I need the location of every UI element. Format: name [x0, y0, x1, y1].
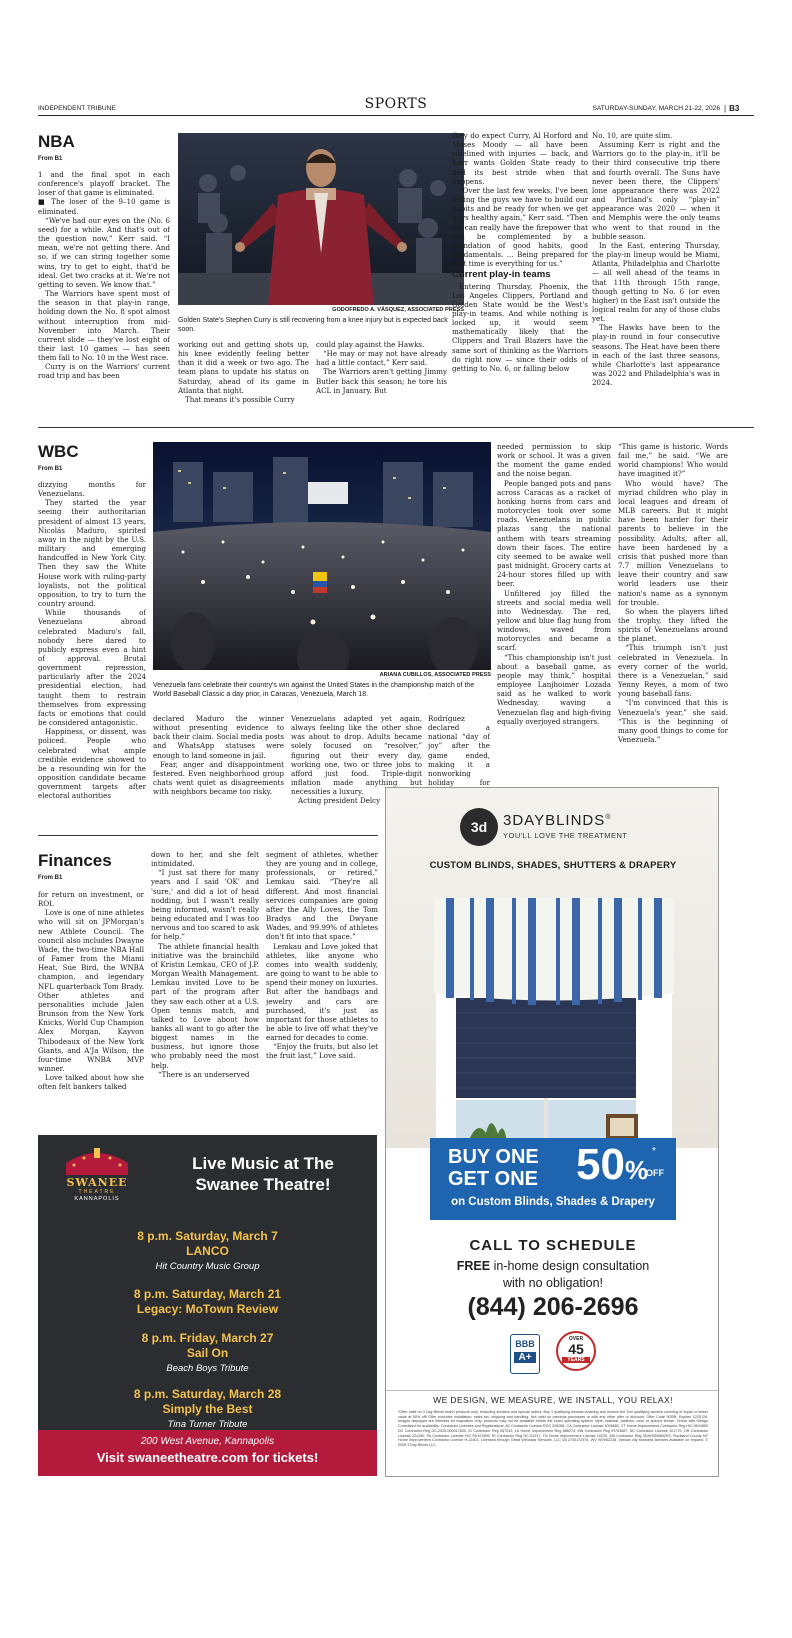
swanee-footer-band[interactable] — [38, 1430, 377, 1476]
offer-subtitle: on Custom Blinds, Shades & Drapery — [451, 1196, 655, 1208]
offer-asterisk: * — [652, 1146, 656, 1157]
wbc-section-title: WBC — [38, 442, 79, 461]
3dayblinds-tagline: YOU'LL LOVE THE TREATMENT — [503, 831, 628, 840]
nba-subhead: Current play-in teams — [452, 269, 551, 281]
finances-column-2: down to her, and she felt intimidated. “I just sat there for many years and I said 'OK' and 'sure,' and did a lot of head nodding, but I wasn't really being informed, wasn't really being educated and I was too nervous and too scared to ask for help.” The athlete financial health initiative was the brainchild of Kristin Lemkau, CEO of J.P. Morgan Wealth Management. Lemkau invited Love to be part of the program after they saw each other at a U.S. Open tennis match, and talked to Love about how banks all want to go after the biggest names in the business, but ignore those who probably need the most help. “There is an underserved — [151, 850, 259, 1079]
swanee-event-2[interactable]: 8 p.m. Saturday, March 21 Legacy: MoTown Review — [133, 1287, 282, 1316]
offer-off: OFF — [646, 1168, 664, 1178]
blinds-slogan: WE DESIGN, WE MEASURE, WE INSTALL, YOU RELAX! — [433, 1395, 673, 1405]
swanee-event-4[interactable]: 8 p.m. Saturday, March 28 Simply the Best Tina Turner Tribute — [133, 1387, 282, 1430]
venezuela-celebration-illustration — [153, 442, 491, 670]
offer-buy-get: BUY ONE GET ONE — [448, 1146, 539, 1190]
finances-jump-label: From B1 — [38, 875, 63, 881]
wbc-jump-label: From B1 — [38, 466, 63, 472]
wbc-column-4: needed permission to skip work or school. It was a given the moment the game ended and the noise began. People banged pots and pans across Caracas as a racket of honking horns from cars and motorcycles took over some roads. Venezuelans in public plazas sang the national anthem with tears streaming down their faces. The entire city seemed to be awake well past midnight. Grocery carts at 24-hour stores filled up with beer. Unfiltered joy filled the streets and social media well into Wednesday. The red, yellow and blue flag hung from windows, waved from motorcycles and became a scarf. “This championship isn't just about a baseball game, as people may think,” hospital employee Lanjhoimer Lozada said as he walked to work Wednesday, waving a Venezuelan flag and high-fiving equally overjoyed strangers. — [497, 442, 611, 726]
3dayblinds-logo-icon: 3d — [460, 808, 498, 846]
call-to-schedule: CALL TO SCHEDULE — [469, 1237, 637, 1254]
bbb-badge: BBB A+ — [510, 1334, 540, 1374]
swanee-logo: SWANEE THEATRE KANNAPOLIS — [56, 1145, 138, 1215]
swanee-theatre-ad[interactable] — [38, 1135, 377, 1476]
section-name: SPORTS — [364, 96, 428, 112]
offer-percent: 50% — [576, 1140, 649, 1189]
masthead-paper: INDEPENDENT TRIBUNE — [38, 105, 116, 112]
swanee-cta-link[interactable]: Visit swaneetheatre.com for tickets! — [96, 1450, 319, 1465]
swanee-event-1[interactable]: 8 p.m. Saturday, March 7 LANCO Hit Country Music Group — [137, 1229, 278, 1272]
swanee-headline: Live Music at The Swanee Theatre! — [192, 1154, 334, 1194]
page-number: | B3 — [724, 104, 740, 113]
3dayblinds-offer-box[interactable] — [430, 1138, 676, 1220]
nba-column-5: No. 10, are quite slim. Assuming Kerr is right and the Warriors go to the play-in, it'll be their third consecutive trip there and fourth overall. The Suns have never been there, the Clippers' lone appearance there was 2022 and Portland's only “play-in” appearance was 2020 — when it and Memphis were the only teams who went to that round in the bubble season. In the East, entering Thursday, the play-in lineup would be Miami, Atlanta, Philadelphia and Charlotte — all well ahead of the teams in that 11th through 15th range, though getting to No. 6 (or even higher) in the East isn't outside the logical realm for any of those clubs yet. The Hawks have been to the play-in round in four consecutive seasons. The Heat have been there in each of the last three seasons, while Charlotte's last appearance was 2022 and Philadelphia's was in 2024. — [592, 131, 720, 388]
nba-column-3: could play against the Hawks. “He may or may not have already had a little contact,” Kerr said. The Warriors aren't getting Jimmy Butler back this season; he tore his ACL in January. But — [316, 340, 447, 395]
roman-shade-window-illustration — [386, 878, 719, 1148]
3dayblinds-ad[interactable] — [385, 787, 719, 1477]
nba-photo-credit: GODOFREDO A. VÁSQUEZ, ASSOCIATED PRESS — [332, 307, 464, 313]
curry-photo-illustration — [178, 133, 464, 305]
wbc-column-3: Venezuelans adapted yet again, always feeling like the other shoe was about to drop. Adults became solely focused on “resolver,” figuring out their every day, working one, two or three jobs to afford just food. Triple-digit inflation made anything but necessities a luxury. Acting president Delcy — [291, 714, 422, 806]
wbc-photo-caption: Venezuela fans celebrate their country's win against the United States in the championship match of the World Baseball Classic a day prior, in Caracas, Venezuela, March 18. — [153, 682, 475, 698]
masthead-date: SATURDAY-SUNDAY, MARCH 21-22, 2026 — [592, 105, 720, 112]
nba-jump-label: From B1 — [38, 156, 63, 162]
finances-column-3: segment of athletes, whether they are young and in college, professionals, or retired,” Lemkau said. “They're all different. And most financial services companies are going after the Ally Loves, the Tom Bradys and the Dwyane Wades, and 99.99% of athletes don't fit into that space.” Lemkau and Love joked that athletes, like anyone who comes into wealth suddenly, are going to want to be able to spend their money on luxuries. But after the handbags and jewelry and cars are purchased, it's just as important for those athletes to be able to live off what they've earned for decades to come. “Enjoy the fruits, but also let the fruit last,” Love said. — [266, 850, 378, 1061]
nba-photo-caption: Golden State's Stephen Curry is still recovering from a knee injury but is expected back soon. — [178, 317, 448, 333]
years-badge: OVER 45 YEARS — [556, 1331, 596, 1371]
swanee-event-3[interactable]: 8 p.m. Friday, March 27 Sail On Beach Boys Tribute — [141, 1331, 274, 1374]
nba-column-2: working out and getting shots up, his knee evidently feeling better than it did a week or two ago. The team plans to update his status on Saturday, ahead of its game in Atlanta that night. That means it's possible Curry — [178, 340, 309, 404]
wbc-column-4a: Rodríguez declared a national “day of joy” after the game ended, making it a nonworking holiday for — [428, 714, 490, 788]
nba-column-1: 1 and the final spot in each conference's playoff bracket. The loser of that game is eliminated. ■ The loser of the 9–10 game is eliminated. “We've had our eyes on the (No. 6 seed) for a while. And that's out of the question now,” Kerr said. “I mean, we're not getting there. And so, if we can string together some wins, try to get to eight, that'd be ideal. Get two cracks at it. We're not getting to seven. We know that.” The Warriors have spent most of the season in that play-in range, holding down the No. 8 spot almost without interruption from mid-November into March. Their current slide — they've lost eight of their last 10 games — has seen them fall to No. 10 in the West race. Curry is on the Warriors' current road trip and has been — [38, 170, 170, 381]
wbc-photo-credit: ARIANA CUBILLOS, ASSOCIATED PRESS — [379, 672, 491, 678]
wbc-column-2: declared Maduro the winner without presenting evidence to back their claim. Social media posts and WhatsApp statuses were enough to land someone in jail. Fear, anger and disappointment festered. Even neighborhood group chats went quiet as disagreements with neighbors became too risky. — [153, 714, 284, 797]
nba-section-title: NBA — [38, 132, 75, 151]
3dayblinds-brand: 3DAYBLINDS® — [503, 812, 612, 829]
nba-photo — [178, 133, 464, 305]
swanee-address: 200 West Avenue, Kannapolis — [140, 1436, 275, 1447]
3dayblinds-subtitle: CUSTOM BLINDS, SHADES, SHUTTERS & DRAPERY — [429, 860, 677, 871]
wbc-photo — [153, 442, 491, 670]
free-consultation: FREE in-home design consultation with no obligation! — [456, 1259, 650, 1290]
nba-column-4: they do expect Curry, Al Horford and Moses Moody — all have been sidelined with injuries — back, and Kerr wants Golden State ready to find its best stride when that happens. “Over the last few weeks, I've been telling the guys we have to build our habits and be ready for when we get guys healthy again,” Kerr said. “Then we can really have the firepower that can be complemented by a foundation of good habits, good fundamentals. … Being prepared for that time is everything for us.” Current play-in teams Entering Thursday, Phoenix, the Los Angeles Clippers, Portland and Golden State would be the West's play-in teams. And while nothing is locked up, it would seem mathematically likely that the Clippers and Trail Blazers have the same sort of thinking as the Warriors do right now — since their odds of getting to No. 6, or falling below — [452, 131, 588, 373]
wbc-column-5: “This game is historic. Words fail me,” he said. “We are world champions! Who would have imagined it?” Who would have? The myriad children who play in local leagues and dream of MLB careers. But it might have been harder for their parents to believe in the possibility. Adults, after all, have been hardened by a crisis that pushed more than 7.7 million Venezuelans to leave their country and saw world leaders use their nation's name as a synonym for trouble. So when the players lifted the trophy, they lifted the spirits of Venezuelans around the planet. “This triumph isn't just celebrated in Venezuela. In every corner of the world, there is a Venezuelan,” said Yenny Reyes, a mom of two young baseball fans. “I'm convinced that this is Venezuela's year,” she said. “This is the beginning of many good things to come for Venezuela.” — [618, 442, 728, 744]
blinds-fine-print: *Offer valid on 3 Day Blinds brand products only, excluding shutters and special orders. Buy 1 qualifying window covering and receive the 2nd qualifying window covering of equal or lesser value at 50% off! Offer excludes installation, sales tax, shipping and handling. Not valid on previous purchases or with any other offer or discount. Offer Code 9GBB. Expires 12/31/26. Images displayed are intended for inspiration only; products may not be available in/with the exact operating system, style, material, patterns, color or options shown. Check with Design Consultant for availability. Contractor Licenses and Registrations: AZ Contractor License ROC 326056, CA Contractor License 1005880, CT Home Improvement Contractor Reg HIC.0644850 DC Contractor Reg DC-2025-000017830, ID Contractor Reg 057243, LA Home Improvement Reg 886274, MN Contractor Reg IR763687, NC Contractor License 101779, OR Contractor License 224180, PA Contractor License HIC PA107656, RI Contractor Reg GC-51237, TN Home Improvement License 10220, WA Contractor Reg 3DAYBDB842KS, Rockland County NY Home Improvement Contractor License H-12401, Licensed through Great Windows Services, LLC VA 2705172978, WV WV062238. Various city business licenses available on request. © 2026 3 Day Blinds LLC. — [398, 1410, 708, 1447]
phone-number[interactable]: (844) 206-2696 — [467, 1293, 639, 1321]
finances-section-title: Finances — [38, 851, 112, 870]
wbc-column-1: dizzying months for Venezuelans. They started the year seeing their authoritarian president of almost 13 years, Nicolás Maduro, spirited away in the night by the U.S. military and emerging handcuffed in New York City. Then they saw the White House work with ruling-party loyalists, not the political opposition, to try to turn the country around. While thousands of Venezuelans abroad celebrated Maduro's fall, nobody here dared to publicly express even a hint of approval. Brutal government repression, particularly after the 2024 presidential election, had taught them to restrain themselves from expressing facts or emotions that could be considered antagonistic. Happiness, or dissent, was policed. People who celebrated what ample credible evidence showed to be a resounding win for the opposition candidate became government targets after electoral authorities — [38, 480, 146, 801]
finances-column-1: for return on investment, or ROI. Love is one of nine athletes who will sit on JPMorgan's new Athlete Council. The council also includes Dwayne Wade, the two-time NBA Hall of Famer from the Miami Heat, Sue Bird, the WNBA champion, and legendary NFL quarterback Tom Brady. Other athletes and personalities include Jalen Brunson from the New York Knicks, World Cup Champion Alex Morgan, Kayvon Thibodeaux of the New York Giants, and A'Ja Wilson, the four-time WNBA MVP winner. Love talked about how she often felt bankers talked — [38, 890, 144, 1092]
